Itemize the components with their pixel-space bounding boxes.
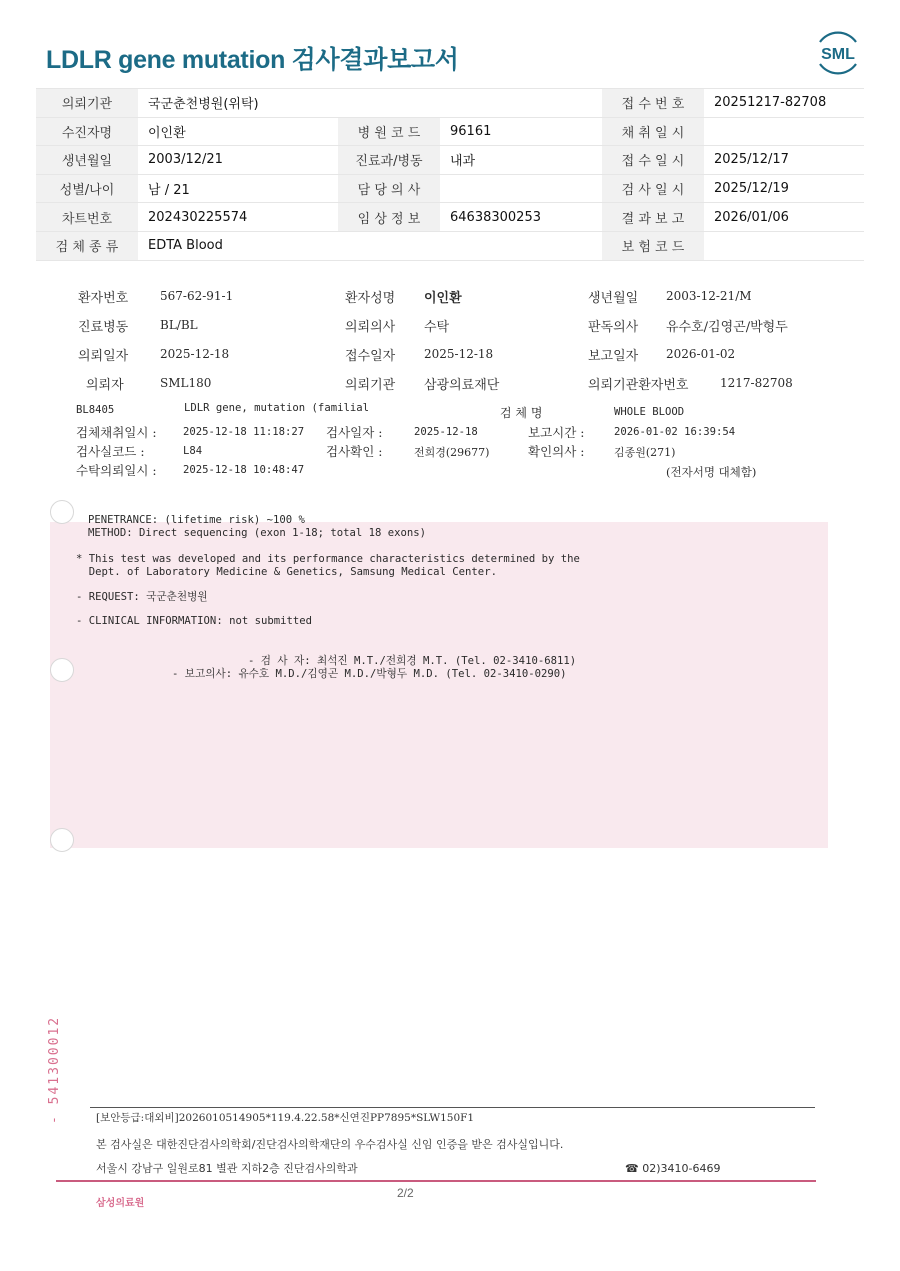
inst: 삼광의료재단 [424, 378, 500, 393]
requester-label: 의뢰자 [86, 378, 124, 393]
binder-hole [50, 828, 74, 852]
footer-brand: 삼성의료원 [96, 1198, 145, 1209]
address-line: 서울시 강남구 일원로81 별관 지하2층 진단검사의학과 [96, 1162, 358, 1175]
inst-pid: 1217-82708 [720, 376, 793, 390]
dob-label: 생년월일 [588, 291, 639, 306]
confirm-doc: 김종원(271) [614, 446, 676, 459]
header-value: 2003/12/21 [138, 146, 338, 175]
collect: 2025-12-18 11:18:27 [183, 426, 305, 438]
header-label: 검 사 일 시 [602, 174, 704, 203]
header-label: 수진자명 [36, 117, 138, 146]
result-line-tester: - 검 사 자: 최석진 M.T./전희경 M.T. (Tel. 02-3410-6811) [248, 655, 577, 667]
security-line: [보안등급:대외비]2026010514905*119.4.22.58*신연진PP7895*SLW150F1 [96, 1112, 475, 1124]
dob: 2003-12-21/M [666, 289, 752, 303]
requester: SML180 [160, 376, 212, 390]
test-name: LDLR gene, mutation (familial [184, 402, 369, 414]
patient-id: 567-62-91-1 [160, 289, 234, 303]
ref-doctor: 수탁 [424, 320, 450, 335]
header-value [440, 174, 602, 203]
report-time-label: 보고시간 : [528, 425, 585, 440]
report-date-label: 보고일자 [588, 349, 639, 364]
header-label: 접 수 일 시 [602, 146, 704, 175]
reader: 유수호/김영곤/박형두 [666, 320, 788, 335]
header-label: 담 당 의 사 [338, 174, 440, 203]
test-code: BL8405 [76, 404, 115, 416]
result-line-penetrance: PENETRANCE: (lifetime risk) ~100 % [88, 514, 305, 526]
header-value: 남 / 21 [138, 174, 338, 203]
logo-text: SML [821, 46, 855, 63]
header-value: 2025/12/19 [704, 174, 864, 203]
header-row [36, 117, 864, 146]
report-title: LDLR gene mutation 검사결과보고서 [46, 46, 459, 74]
confirm: 전희경(29677) [414, 446, 490, 459]
header-row [36, 146, 864, 175]
header-label: 보 험 코 드 [602, 231, 704, 260]
req-date-label: 의뢰일자 [78, 349, 129, 364]
header-value: 이인환 [138, 117, 338, 146]
header-label: 결 과 보 고 [602, 203, 704, 232]
header-value: 2026/01/06 [704, 203, 864, 232]
header-label: 병 원 코 드 [338, 117, 440, 146]
ref-doctor-label: 의뢰의사 [345, 320, 396, 335]
header-value: EDTA Blood [138, 231, 602, 260]
header-label: 채 취 일 시 [602, 117, 704, 146]
header-value: 2025/12/17 [704, 146, 864, 175]
patient-id-label: 환자번호 [78, 291, 129, 306]
confirm-label: 검사확인 : [326, 444, 383, 459]
header-value: 64638300253 [440, 203, 602, 232]
header-label: 접 수 번 호 [602, 89, 704, 118]
footer-rule-top [90, 1107, 815, 1108]
inst-pid-label: 의뢰기관환자번호 [588, 378, 689, 393]
result-line-method: METHOD: Direct sequencing (exon 1-18; total 18 exons) [88, 527, 427, 539]
header-label: 생년월일 [36, 146, 138, 175]
req-date: 2025-12-18 [160, 347, 230, 361]
room: L84 [183, 445, 203, 457]
result-line-reporter: - 보고의사: 유수호 M.D./김영곤 M.D./박형두 M.D. (Tel. 02-3410-0290) [172, 668, 567, 680]
report-date: 2026-01-02 [666, 347, 736, 361]
binder-hole [50, 658, 74, 682]
header-value: 96161 [440, 117, 602, 146]
ward: BL/BL [160, 318, 198, 332]
header-row [36, 231, 864, 260]
header-row [36, 174, 864, 203]
header-value [704, 117, 864, 146]
sml-logo [812, 28, 864, 78]
outsource: 2025-12-18 10:48:47 [183, 464, 305, 476]
header-table [36, 88, 864, 261]
header-label: 임 상 정 보 [338, 203, 440, 232]
test-date: 2025-12-18 [414, 426, 478, 438]
confirm-doc-label: 확인의사 : [528, 444, 585, 459]
result-line-note2: Dept. of Laboratory Medicine & Genetics, Samsung Medical Center. [76, 566, 497, 578]
esign-note: (전자서명 대체함) [666, 465, 757, 479]
vertical-serial [38, 988, 68, 1128]
header-label: 검 체 종 류 [36, 231, 138, 260]
inst-label: 의뢰기관 [345, 378, 396, 393]
header-row [36, 203, 864, 232]
test-date-label: 검사일자 : [326, 425, 383, 440]
header-value: 202430225574 [138, 203, 338, 232]
header-label: 차트번호 [36, 203, 138, 232]
patient-name: 이인환 [424, 291, 462, 306]
reader-label: 판독의사 [588, 320, 639, 335]
header-value [704, 231, 864, 260]
vertical-serial-text: - 541300012 [47, 1015, 62, 1124]
specimen: WHOLE BLOOD [614, 406, 685, 418]
header-value: 20251217-82708 [704, 89, 864, 118]
outsource-label: 수탁의뢰일시 : [76, 463, 157, 478]
room-label: 검사실코드 : [76, 444, 145, 459]
result-line-clinical: - CLINICAL INFORMATION: not submitted [76, 615, 312, 627]
result-line-request: - REQUEST: 국군춘천병원 [76, 591, 208, 603]
patient-name-label: 환자성명 [345, 291, 396, 306]
footer-rule-bottom [56, 1180, 816, 1182]
recv-date: 2025-12-18 [424, 347, 494, 361]
binder-hole [50, 500, 74, 524]
specimen-label: 검 체 명 [500, 406, 543, 420]
header-label: 성별/나이 [36, 174, 138, 203]
ward-label: 진료병동 [78, 320, 129, 335]
phone-line: ☎ 02)3410-6469 [625, 1162, 721, 1175]
header-label: 진료과/병동 [338, 146, 440, 175]
header-label: 의뢰기관 [36, 89, 138, 118]
recv-date-label: 접수일자 [345, 349, 396, 364]
collect-label: 검체채취일시 : [76, 425, 157, 440]
header-value: 내과 [440, 146, 602, 175]
page-number: 2/2 [397, 1186, 414, 1200]
result-line-note1: * This test was developed and its performance characteristics determined by the [76, 553, 580, 565]
report-time: 2026-01-02 16:39:54 [614, 426, 736, 438]
cert-line: 본 검사실은 대한진단검사의학회/진단검사의학재단의 우수검사실 신임 인증을 받은 검사실입니다. [96, 1138, 564, 1151]
header-value: 국군춘천병원(위탁) [138, 89, 602, 118]
header-row [36, 89, 864, 118]
